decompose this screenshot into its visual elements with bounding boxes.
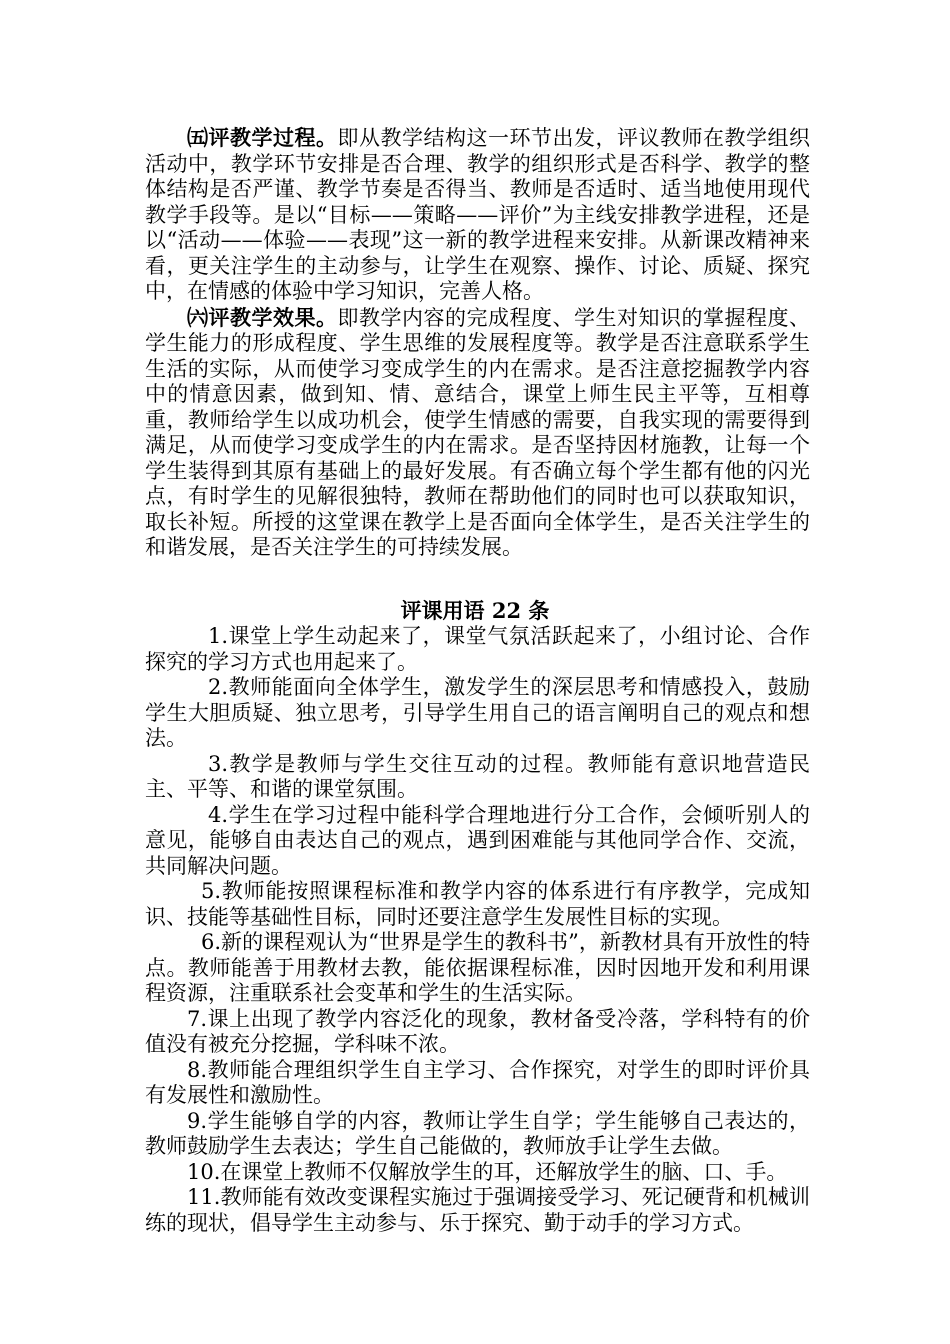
section-6-heading: ㈥评教学效果。 bbox=[187, 304, 338, 330]
list-item: 1.课堂上学生动起来了，课堂气氛活跃起来了，小组讨论、合作探究的学习方式也用起来了。 bbox=[145, 624, 810, 674]
comment-list bbox=[145, 624, 810, 1236]
section-5-heading: ㈤评教学过程。 bbox=[187, 125, 338, 150]
evaluation-sections bbox=[145, 125, 810, 561]
section-5-text: 即从教学结构这一环节出发，评议教师在教学组织活动中，教学环节安排是否合理、教学的组织形式是否科学、教学的整体结构是否严谨、教学节奏是否得当、教师是否适时、适当地使用现代教学手段等。是以“目标——策略——评价”为主线安排教学进程，还是以“活动——体验——表现”这一新的教学进程来安排。从新课改精神来看，更关注学生的主动参与，让学生在观察、操作、讨论、质疑、探究中，在情感的体验中学习知识，完善人格。 bbox=[145, 126, 810, 303]
list-item: 8.教师能合理组织学生自主学习、合作探究，对学生的即时评价具有发展性和激励性。 bbox=[145, 1057, 810, 1107]
list-item: 11.教师能有效改变课程实施过于强调接受学习、死记硬背和机械训练的现状，倡导学生主动参与、乐于探究、勤于动手的学习方式。 bbox=[145, 1185, 810, 1235]
list-title: 评课用语 22 条 bbox=[400, 598, 550, 623]
list-item: 5.教师能按照课程标准和教学内容的体系进行有序教学，完成知识、技能等基础性目标，同时还要注意学生发展性目标的实现。 bbox=[145, 879, 810, 929]
section-6-text: 即教学内容的完成程度、学生对知识的掌握程度、学生能力的形成程度、学生思维的发展程度等。教学是否注意联系学生生活的实际，从而使学习变成学生的内在需求。是否注意挖掘教学内容中的情意因素，做到知、情、意结合，课堂上师生民主平等，互相尊重，教师给学生以成功机会，使学生情感的需要，自我实现的需要得到满足，从而使学习变成学生的内在需求。是否坚持因材施教，让每一个学生装得到其原有基础上的最好发展。有否确立每个学生都有他的闪光点，有时学生的见解很独特，教师在帮助他们的同时也可以获取知识，取长补短。所授的这堂课在教学上是否面向全体学生，是否关注学生的和谐发展，是否关注学生的可持续发展。 bbox=[145, 305, 810, 559]
section-5-paragraph bbox=[145, 125, 810, 305]
section-6-paragraph bbox=[145, 305, 810, 561]
list-item: 7.课上出现了教学内容泛化的现象，教材备受冷落，学科特有的价值没有被充分挖掘，学科味不浓。 bbox=[145, 1006, 810, 1056]
list-item: 10.在课堂上教师不仅解放学生的耳，还解放学生的脑、口、手。 bbox=[187, 1159, 788, 1184]
list-item: 3.教学是教师与学生交往互动的过程。教师能有意识地营造民主、平等、和谐的课堂氛围。 bbox=[145, 751, 810, 801]
list-item: 6.新的课程观认为“世界是学生的教科书”，新教材具有开放性的特点。教师能善于用教材去教，能依据课程标准，因时因地开发和利用课程资源，注重联系社会变革和学生的生活实际。 bbox=[145, 930, 810, 1005]
list-item: 9.学生能够自学的内容，教师让学生自学；学生能够自己表达的，教师鼓励学生去表达；学生自己能做的，教师放手让学生去做。 bbox=[145, 1108, 810, 1158]
list-item: 2.教师能面向全体学生，激发学生的深层思考和情感投入，鼓励学生大胆质疑、独立思考，引导学生用自己的语言阐明自己的观点和想法。 bbox=[145, 675, 810, 750]
list-item: 4.学生在学习过程中能科学合理地进行分工合作，会倾听别人的意见，能够自由表达自己的观点，遇到困难能与其他同学合作、交流，共同解决问题。 bbox=[145, 802, 810, 878]
